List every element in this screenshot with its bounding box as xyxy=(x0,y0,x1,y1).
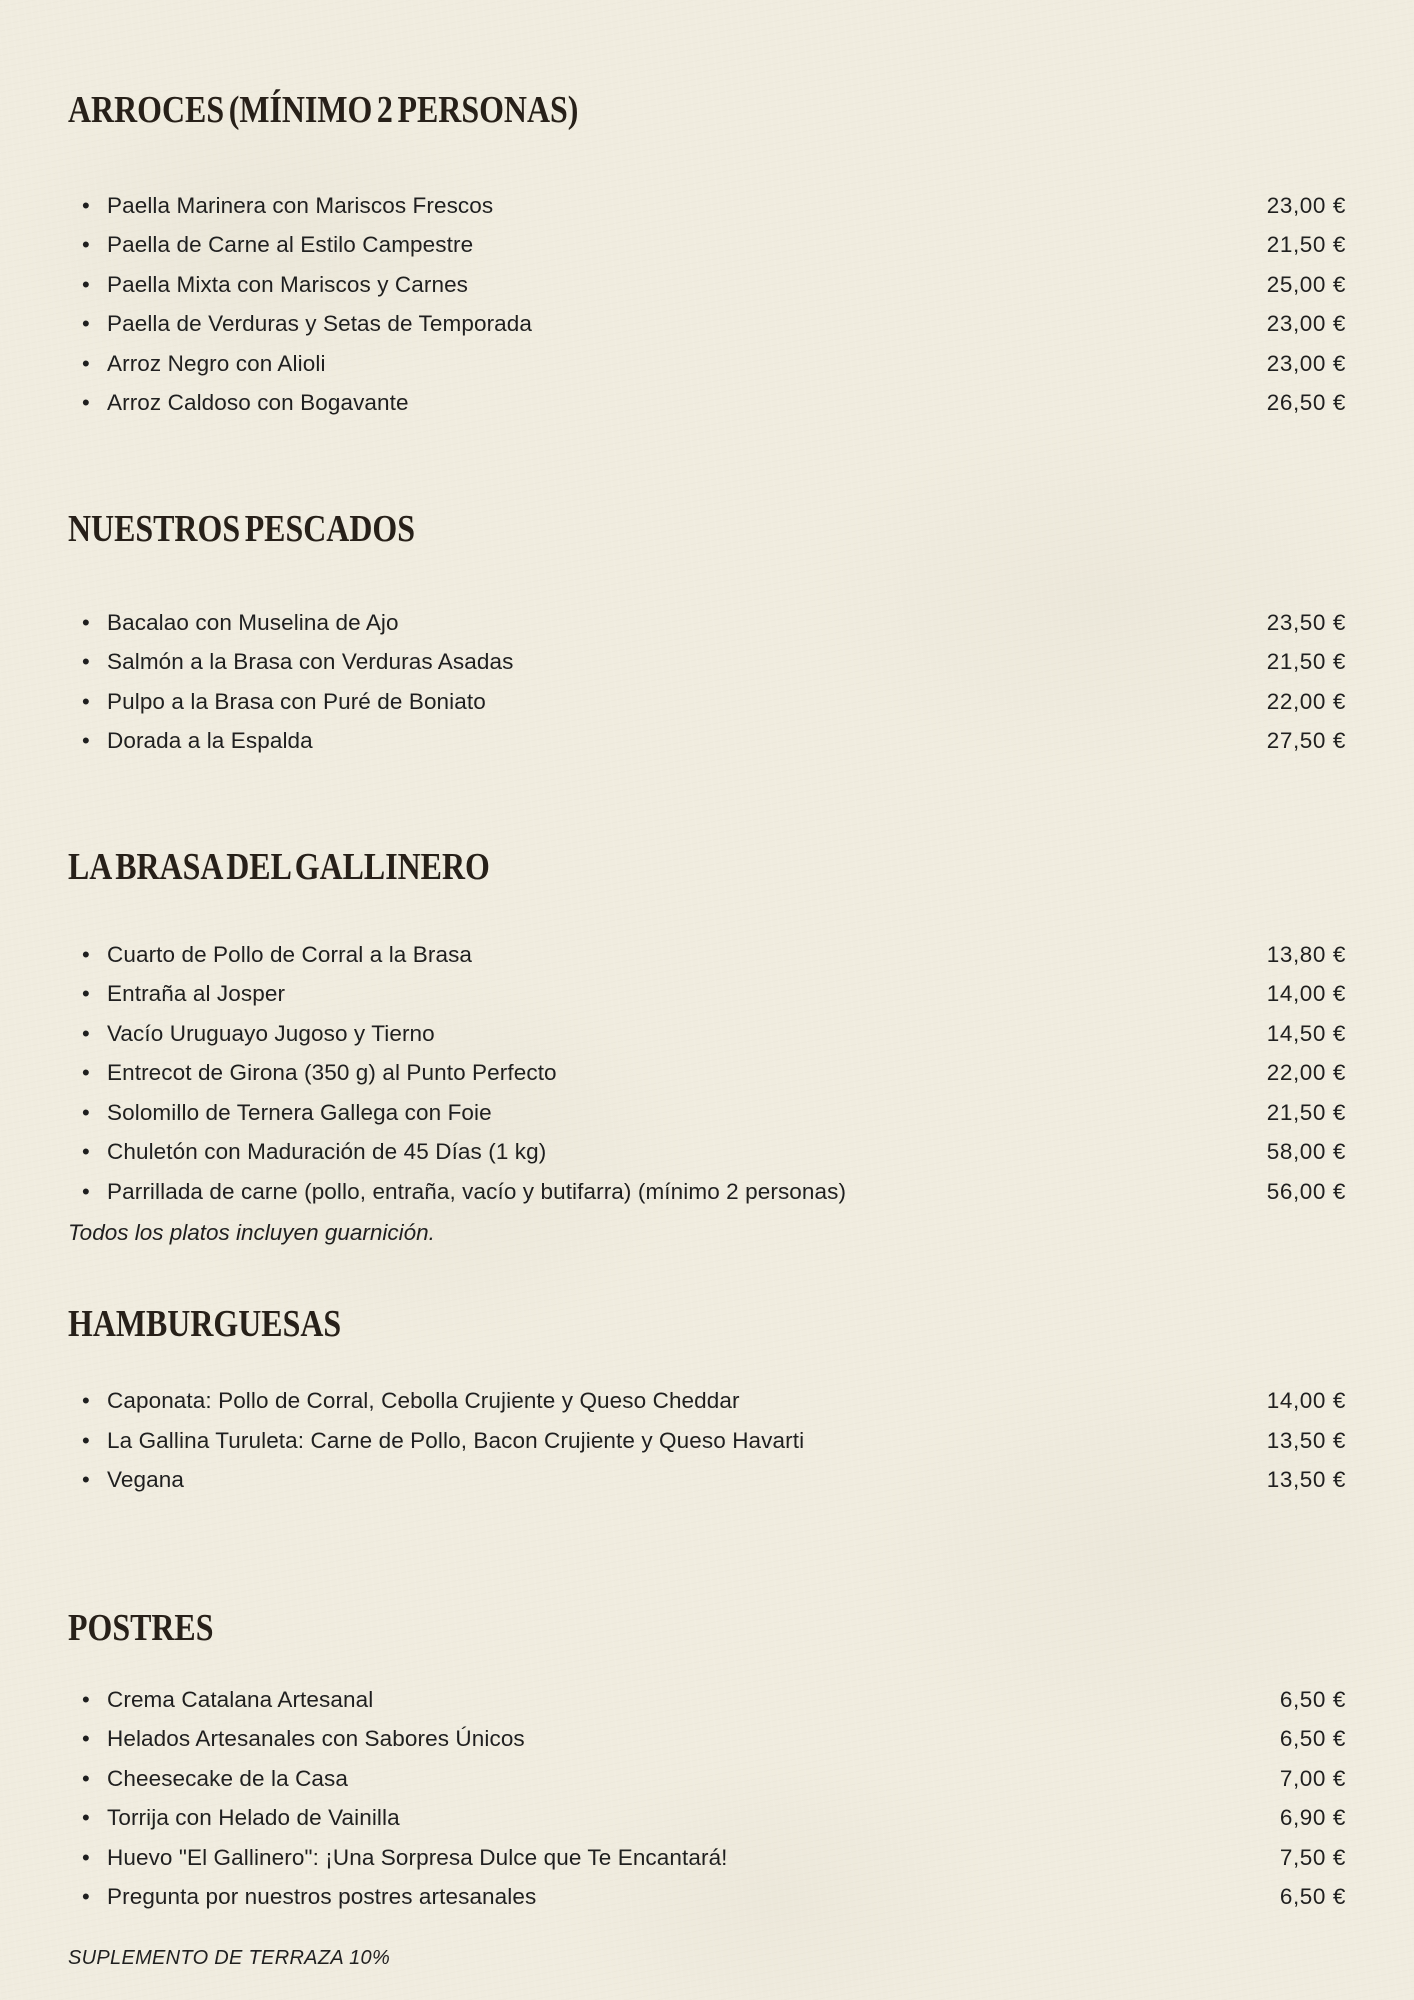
item-price: 7,50 € xyxy=(1279,1844,1346,1870)
item-left xyxy=(82,193,493,219)
item-name: Huevo "El Gallinero": ¡Una Sorpresa Dulce que Te Encantará! xyxy=(107,1844,728,1870)
bullet-icon: • xyxy=(82,1844,90,1870)
item-left xyxy=(82,1805,400,1831)
item-price: 23,50 € xyxy=(1266,609,1346,635)
menu-item xyxy=(82,1461,1346,1501)
section-items-pescados xyxy=(68,603,1346,761)
item-left xyxy=(82,390,409,416)
item-price: 21,50 € xyxy=(1266,1099,1346,1125)
item-name: Cheesecake de la Casa xyxy=(107,1765,348,1791)
item-name: Paella Mixta con Mariscos y Carnes xyxy=(107,271,469,297)
item-name: Torrija con Helado de Vainilla xyxy=(107,1805,400,1831)
menu-item xyxy=(82,935,1346,975)
item-price: 23,00 € xyxy=(1266,350,1346,376)
item-left xyxy=(82,1100,492,1126)
menu-item xyxy=(82,1720,1346,1760)
menu-section-pescados xyxy=(68,507,1346,761)
bullet-icon: • xyxy=(82,271,90,297)
item-left xyxy=(82,1467,184,1493)
item-price: 6,50 € xyxy=(1279,1884,1346,1910)
bullet-icon: • xyxy=(82,1884,90,1910)
item-left xyxy=(82,689,486,715)
item-price: 13,50 € xyxy=(1266,1427,1346,1453)
item-name: Bacalao con Muselina de Ajo xyxy=(107,609,399,635)
item-name: Pregunta por nuestros postres artesanales xyxy=(107,1884,537,1910)
item-name: Helados Artesanales con Sabores Únicos xyxy=(107,1726,525,1752)
bullet-icon: • xyxy=(82,981,90,1007)
menu-section-arroces xyxy=(68,88,1346,423)
menu-item xyxy=(82,384,1346,424)
menu-item xyxy=(82,1172,1346,1212)
menu-item xyxy=(82,1838,1346,1878)
bullet-icon: • xyxy=(82,311,90,337)
item-left xyxy=(82,272,468,298)
bullet-icon: • xyxy=(82,728,90,754)
menu-item xyxy=(82,682,1346,722)
bullet-icon: • xyxy=(82,1467,90,1493)
item-left xyxy=(82,351,326,377)
item-left xyxy=(82,1884,536,1910)
menu-item xyxy=(82,226,1346,266)
item-price: 14,00 € xyxy=(1266,1388,1346,1414)
item-name: Entraña al Josper xyxy=(107,981,286,1007)
item-name: Entrecot de Girona (350 g) al Punto Perfecto xyxy=(107,1060,557,1086)
menu-item xyxy=(82,1878,1346,1918)
menu-item xyxy=(82,1133,1346,1173)
item-name: Arroz Negro con Alioli xyxy=(107,350,326,376)
menu-item xyxy=(82,1759,1346,1799)
item-name: Parrillada de carne (pollo, entraña, vacío y butifarra) (mínimo 2 personas) xyxy=(107,1178,847,1204)
menu-item xyxy=(82,186,1346,226)
section-items-hamburguesas xyxy=(68,1382,1346,1501)
item-name: Vegana xyxy=(107,1467,184,1493)
section-title-pescados: NUESTROS PESCADOS xyxy=(68,508,415,550)
terrace-surcharge-note: SUPLEMENTO DE TERRAZA 10% xyxy=(68,1947,391,1969)
item-price: 26,50 € xyxy=(1266,390,1346,416)
menu-item xyxy=(82,344,1346,384)
item-name: Pulpo a la Brasa con Puré de Boniato xyxy=(107,688,486,714)
item-name: Paella de Verduras y Setas de Temporada xyxy=(107,311,533,337)
item-price: 6,90 € xyxy=(1279,1805,1346,1831)
menu-item xyxy=(82,643,1346,683)
item-name: Arroz Caldoso con Bogavante xyxy=(107,390,409,416)
item-price: 13,50 € xyxy=(1266,1467,1346,1493)
item-left xyxy=(82,232,473,258)
menu-item xyxy=(82,1382,1346,1422)
bullet-icon: • xyxy=(82,1388,90,1414)
menu-item xyxy=(82,603,1346,643)
bullet-icon: • xyxy=(82,941,90,967)
menu-section-postres xyxy=(68,1606,1346,1917)
item-name: Paella de Carne al Estilo Campestre xyxy=(107,232,474,258)
item-name: Cuarto de Pollo de Corral a la Brasa xyxy=(107,941,473,967)
bullet-icon: • xyxy=(82,390,90,416)
bullet-icon: • xyxy=(82,232,90,258)
menu-root xyxy=(68,88,1346,1917)
bullet-icon: • xyxy=(82,192,90,218)
bullet-icon: • xyxy=(82,1099,90,1125)
item-left xyxy=(82,1726,525,1752)
section-items-postres xyxy=(68,1680,1346,1917)
item-left xyxy=(82,942,472,968)
menu-item xyxy=(82,305,1346,345)
item-price: 6,50 € xyxy=(1279,1686,1346,1712)
bullet-icon: • xyxy=(82,1427,90,1453)
item-name: Paella Marinera con Mariscos Frescos xyxy=(107,192,494,218)
item-price: 56,00 € xyxy=(1266,1178,1346,1204)
section-title-postres: POSTRES xyxy=(68,1607,214,1649)
item-price: 27,50 € xyxy=(1266,728,1346,754)
item-name: Dorada a la Espalda xyxy=(107,728,313,754)
menu-item xyxy=(82,265,1346,305)
bullet-icon: • xyxy=(82,1765,90,1791)
item-price: 23,00 € xyxy=(1266,311,1346,337)
item-price: 25,00 € xyxy=(1266,271,1346,297)
item-left xyxy=(82,1687,373,1713)
menu-item xyxy=(82,975,1346,1015)
bullet-icon: • xyxy=(82,1060,90,1086)
menu-item xyxy=(82,1680,1346,1720)
item-name: La Gallina Turuleta: Carne de Pollo, Bacon Crujiente y Queso Havarti xyxy=(107,1427,805,1453)
bullet-icon: • xyxy=(82,649,90,675)
menu-item xyxy=(82,1093,1346,1133)
bullet-icon: • xyxy=(82,1686,90,1712)
item-price: 23,00 € xyxy=(1266,192,1346,218)
section-title-hamburguesas: HAMBURGUESAS xyxy=(68,1302,342,1345)
item-name: Chuletón con Maduración de 45 Días (1 kg) xyxy=(107,1139,547,1165)
item-left xyxy=(82,1139,546,1165)
item-price: 14,00 € xyxy=(1266,981,1346,1007)
item-name: Vacío Uruguayo Jugoso y Tierno xyxy=(107,1020,435,1046)
item-name: Crema Catalana Artesanal xyxy=(107,1686,374,1712)
item-left xyxy=(82,1388,740,1414)
section-title-arroces: ARROCES (MÍNIMO 2 PERSONAS) xyxy=(68,89,579,131)
item-name: Solomillo de Ternera Gallega con Foie xyxy=(107,1099,492,1125)
item-price: 22,00 € xyxy=(1266,688,1346,714)
item-left xyxy=(82,1060,557,1086)
item-price: 13,80 € xyxy=(1266,941,1346,967)
item-name: Caponata: Pollo de Corral, Cebolla Crujiente y Queso Cheddar xyxy=(107,1388,740,1414)
menu-item xyxy=(82,722,1346,762)
item-left xyxy=(82,728,313,754)
item-price: 14,50 € xyxy=(1266,1020,1346,1046)
item-left xyxy=(82,1179,846,1205)
bullet-icon: • xyxy=(82,1139,90,1165)
section-items-brasa xyxy=(68,935,1346,1212)
menu-item xyxy=(82,1421,1346,1461)
menu-item xyxy=(82,1014,1346,1054)
item-price: 21,50 € xyxy=(1266,232,1346,258)
bullet-icon: • xyxy=(82,350,90,376)
item-price: 7,00 € xyxy=(1279,1765,1346,1791)
item-price: 22,00 € xyxy=(1266,1060,1346,1086)
bullet-icon: • xyxy=(82,1178,90,1204)
menu-item xyxy=(82,1799,1346,1839)
section-title-brasa: LA BRASA DEL GALLINERO xyxy=(68,846,490,888)
bullet-icon: • xyxy=(82,1020,90,1046)
item-left xyxy=(82,981,285,1007)
item-price: 21,50 € xyxy=(1266,649,1346,675)
item-left xyxy=(82,649,513,675)
item-left xyxy=(82,1428,804,1454)
item-left xyxy=(82,1766,348,1792)
bullet-icon: • xyxy=(82,1805,90,1831)
item-price: 6,50 € xyxy=(1279,1726,1346,1752)
menu-item xyxy=(82,1054,1346,1094)
item-left xyxy=(82,610,399,636)
item-left xyxy=(82,311,532,337)
item-name: Salmón a la Brasa con Verduras Asadas xyxy=(107,649,514,675)
item-left xyxy=(82,1021,435,1047)
item-price: 58,00 € xyxy=(1266,1139,1346,1165)
section-items-arroces xyxy=(68,186,1346,423)
bullet-icon: • xyxy=(82,1726,90,1752)
section-note-brasa: Todos los platos incluyen guarnición. xyxy=(68,1219,435,1245)
bullet-icon: • xyxy=(82,609,90,635)
menu-section-hamburguesas xyxy=(68,1302,1346,1501)
menu-section-brasa xyxy=(68,845,1346,1248)
bullet-icon: • xyxy=(82,688,90,714)
item-left xyxy=(82,1845,728,1871)
